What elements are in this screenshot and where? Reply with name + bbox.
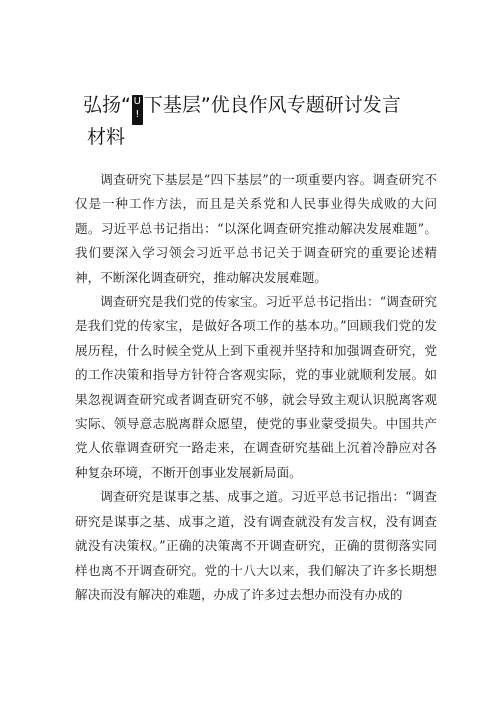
- title-part-2: 下基层”优良作风专题研讨发言: [143, 94, 401, 116]
- document-title: [83, 93, 443, 149]
- badge-top-char: U: [133, 96, 141, 107]
- title-line-2: 材料: [87, 126, 126, 148]
- title-line-1: [83, 93, 443, 125]
- badge-bottom-char: !: [135, 109, 140, 120]
- badge-icon: [132, 95, 143, 125]
- paragraph: 调查研究是谋事之基、成事之道。习近平总书记指出：“调查研究是谋事之基、成事之道，没有调查就没有发言权，没有调查就没有决策权。”正确的决策离不开调查研究，正确的贯彻落实同样也离不开调查研究。党的十八大以来，我们解决了许多长期想解决而没有解决的难题，办成了许多过去想办而没有办成的: [75, 489, 437, 602]
- document-body: [75, 168, 437, 607]
- paragraph: 调查研究是我们党的传家宝。习近平总书记指出：“调查研究是我们党的传家宝，是做好各项工作的基本功。”回顾我们党的发展历程，什么时候全党从上到下重视并坚持和加强调查研究，党的工作决策和指导方针符合客观实际，党的事业就顺利发展。如果忽视调查研究或者调查研究不够，就会导致主观认识脱离客观实际、领导意志脱离群众愿望，使党的事业蒙受损失。中国共产党人依靠调查研究一路走来，在调查研究基础上沉着冷静应对各种复杂环境，不断开创事业发展新局面。: [75, 294, 437, 480]
- title-part-1: 弘扬“: [83, 94, 131, 116]
- paragraph: 调查研究下基层是“四下基层”的一项重要内容。调查研究不仅是一种工作方法，而且是关系党和人民事业得失成败的大问题。习近平总书记指出：“以深化调查研究推动解决发展难题”。我们要深入学习领会习近平总书记关于调查研究的重要论述精神，不断深化调查研究，推动解决发展难题。: [75, 172, 437, 285]
